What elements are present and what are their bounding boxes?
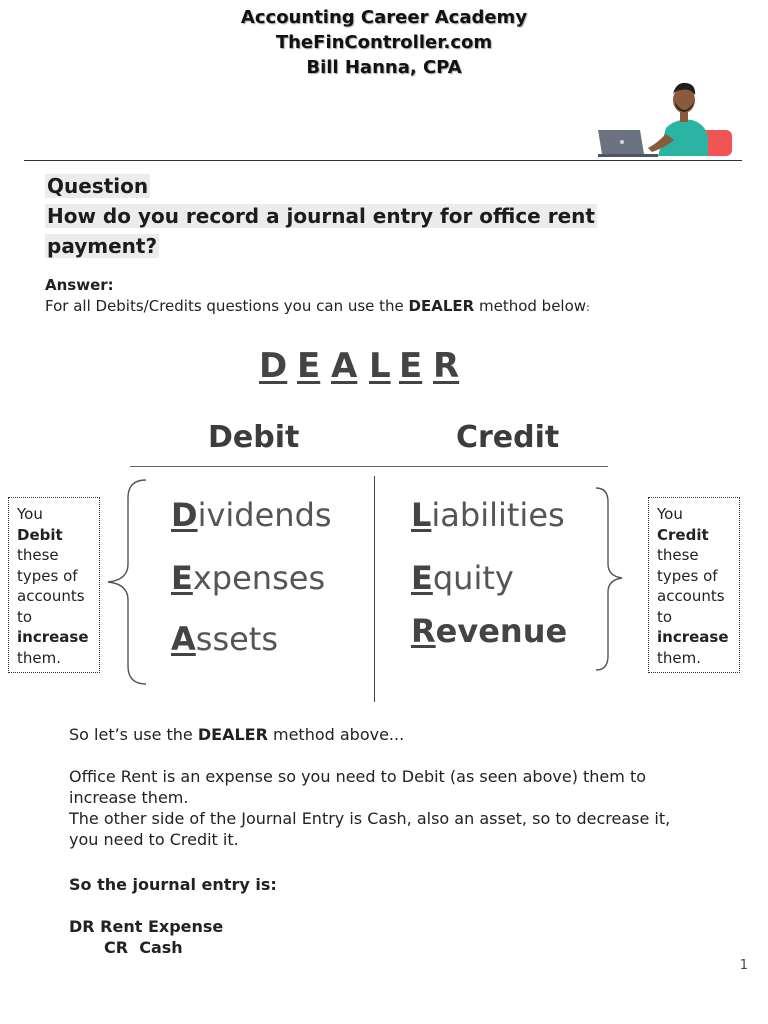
explanation-paragraph: Office Rent is an expense so you need to Debit (as seen above) them to increase them. The other side of the Journal Entry is Cash, also an asset, so to decrease it, you need to Credit it.: [69, 767, 671, 849]
answer-text: For all Debits/Credits questions you can use the DEALER method below:: [45, 297, 590, 315]
academy-name: Accounting Career Academy: [240, 7, 528, 28]
t-account-vertical-line: [374, 476, 375, 702]
debit-heading: Debit: [208, 420, 300, 455]
account-liabilities: Liabilities: [411, 496, 565, 534]
dealer-letter-r: R: [433, 346, 460, 386]
account-revenue: Revenue: [411, 612, 568, 650]
dealer-letter-e2: E: [399, 346, 423, 386]
credit-heading: Credit: [456, 420, 560, 455]
dealer-title: [0, 346, 768, 396]
explanation-intro: So let’s use the DEALER method above...: [69, 725, 405, 744]
debit-note-box: You Debit these types of accounts to increase them.: [8, 497, 100, 673]
account-expenses: Expenses: [171, 559, 326, 597]
header-divider: [24, 160, 742, 161]
page-number: 1: [739, 958, 748, 973]
account-dividends: Dividends: [171, 496, 332, 534]
author-name: Bill Hanna, CPA: [306, 57, 462, 78]
person-at-laptop-illustration: [596, 78, 736, 160]
dealer-letter-e: E: [297, 346, 321, 386]
left-brace-icon: [106, 478, 150, 686]
dealer-letter-a: A: [331, 346, 358, 386]
dealer-letter-d: D: [259, 346, 288, 386]
question-label: Question: [47, 174, 149, 198]
question-block: [45, 172, 597, 262]
account-equity: Equity: [411, 559, 514, 597]
answer-label: Answer:: [45, 276, 114, 294]
question-text-line2: payment?: [47, 234, 158, 258]
journal-entry-debit-line: DR Rent Expense: [69, 917, 224, 936]
account-assets: Assets: [171, 620, 279, 658]
question-text-line1: How do you record a journal entry for office rent: [47, 204, 595, 228]
credit-note-box: You Credit these types of accounts to increase them.: [648, 497, 740, 673]
website-name: TheFinController.com: [275, 32, 493, 53]
right-brace-icon: [594, 486, 624, 672]
dealer-letter-l: L: [369, 346, 391, 386]
journal-entry-conclusion: So the journal entry is:: [69, 875, 277, 894]
t-account-horizontal-line: [130, 466, 608, 467]
journal-entry-credit-line: CR Cash: [104, 938, 183, 957]
